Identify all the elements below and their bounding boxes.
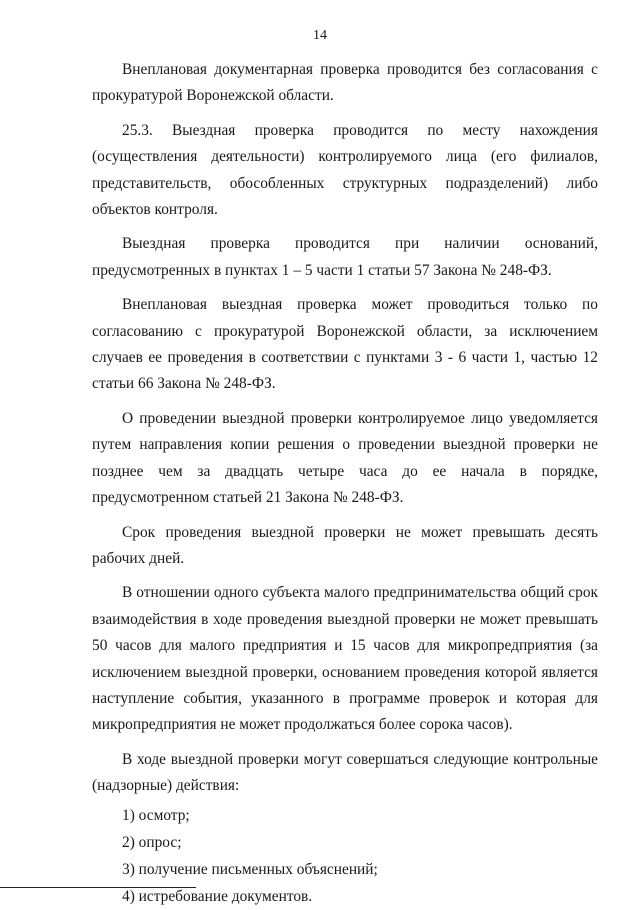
paragraph-notification: О проведении выездной проверки контролируемое лицо уведомляется путем направления копии решения о проведении выездной проверки не позднее чем за двадцать четыре часа до ее начала в порядке, предусмотренном статьей 21 Закона № 248-ФЗ. <box>92 409 598 507</box>
list-item-inspection: 1) осмотр; <box>122 806 190 824</box>
page-number: 14 <box>313 28 327 43</box>
paragraph-small-business-term: В отношении одного субъекта малого предпринимательства общий срок взаимодействия в ходе проведения выездной проверки не может превышать 50 часов для малого предприятия и 15 часов для микропредприятия (за исключением выездной проверки, основанием проведения которой является наступление события, указанного в программе проверок и которая для микропредприятия не может продолжаться более сорока часов). <box>92 584 598 734</box>
paragraph-unscheduled-documentary-check: Внеплановая документарная проверка проводится без согласования с прокуратурой Воронежской области. <box>92 61 598 105</box>
paragraph-duration: Срок проведения выездной проверки не может превышать десять рабочих дней. <box>92 523 598 567</box>
list-item-survey: 2) опрос; <box>122 833 182 851</box>
paragraph-onsite-check-grounds: Выездная проверка проводится при наличии оснований, предусмотренных в пунктах 1 – 5 части 1 статьи 57 Закона № 248-ФЗ. <box>92 235 598 279</box>
paragraph-unscheduled-onsite-approval: Внеплановая выездная проверка может проводиться только по согласованию с прокуратурой Воронежской области, за исключением случаев ее проведения в соответствии с пунктами 3 - 6 части 1, частью 12 статьи 66 Закона № 248-ФЗ. <box>92 296 598 393</box>
paragraph-onsite-check-location: 25.3. Выездная проверка проводится по месту нахождения (осуществления деятельности) контролируемого лица (его филиалов, представительств, обособленных структурных подразделений) либо объектов контроля. <box>92 121 598 219</box>
list-item-document-request: 4) истребование документов. <box>122 887 313 905</box>
list-item-written-explanations: 3) получение письменных объяснений; <box>122 860 378 878</box>
footnote-divider <box>0 887 196 888</box>
paragraph-control-actions: В ходе выездной проверки могут совершаться следующие контрольные (надзорные) действия: <box>92 750 598 795</box>
document-body <box>92 57 598 910</box>
